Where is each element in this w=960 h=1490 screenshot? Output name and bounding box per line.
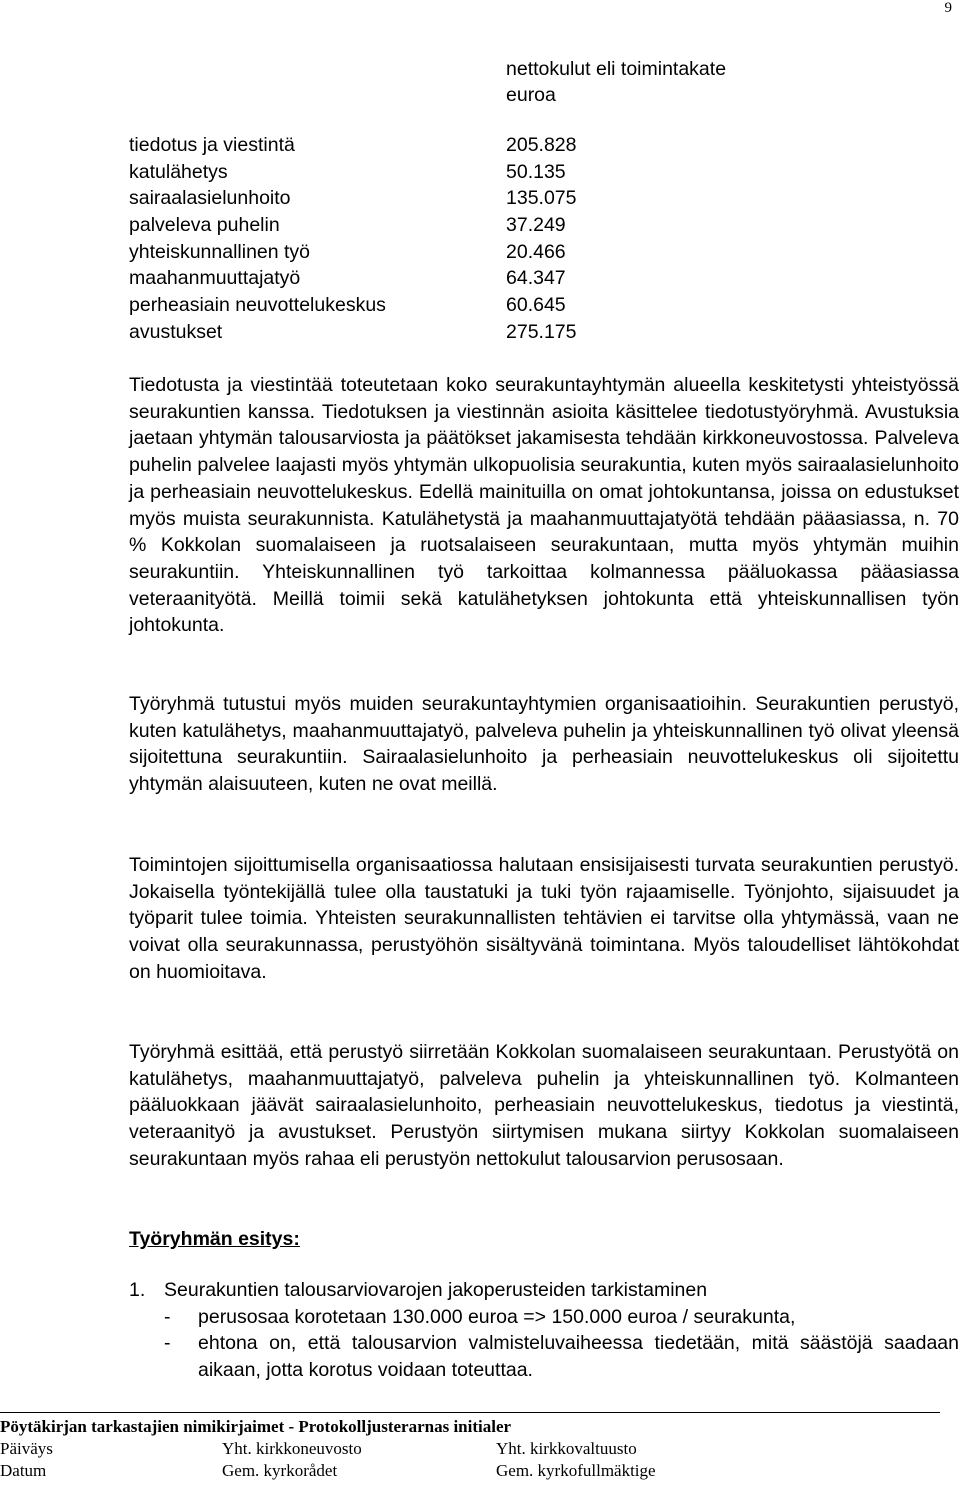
row-value: 275.175	[506, 320, 577, 343]
paragraph-responsibilities: Tiedotusta ja viestintää toteutetaan koko seurakuntayhtymän alueella keskitetysti yhteistyössä seurakuntien kanssa. Tiedotuksen ja viestinnän asioita käsittelee tiedotustyöryhmä. Avustuksia jaetaan yhtymän talousarviosta ja päätökset jakamisesta tehdään kirkkoneuvostossa. Palveleva puhelin palvelee laajasti myös yhtymän ulkopuolisia seurakuntia, kuten myös sairaalasielunhoito ja perheasiain neuvottelukeskus. Edellä mainituilla on omat johtokuntansa, joissa on edustukset myös muista seurakunnista. Katulähetystä ja maahanmuuttajatyötä tehdään pääasiassa, n. 70 % Kokkolan suomalaiseen ja ruotsalaiseen seurakuntaan, mutta myös yhtymän muihin seurakuntiin. Yhteiskunnallinen työ tarkoittaa kolmannessa pääluokassa pääasiassa veteraanityötä. Meillä toimii sekä katulähetyksen johtokunta että yhteiskunnallisen työn johtokunta.	[129, 374, 959, 637]
proposal-list	[129, 1277, 959, 1384]
dash-bullet: -	[164, 1332, 171, 1355]
row-value: 64.347	[506, 267, 566, 290]
row-label: palveleva puhelin	[129, 214, 280, 237]
footer-row-swedish	[0, 1460, 940, 1482]
paragraph-organisation-goals: Toimintojen sijoittumisella organisaatiossa halutaan ensisijaisesti turvata seurakuntien perustyö. Jokaisella työntekijällä tulee olla taustatuki ja tuki työn rajaamiselle. Työnjohto, sijaisuudet ja työparit tulee toimia. Yhteisten seurakunnallisten tehtävien ei tarvitse olla yhtymässä, vaan ne voivat olla seurakunnassa, perustyöhön sisältyvänä toimintana. Myös taloudelliset lähtökohdat on huomioitava.	[129, 854, 959, 983]
list-subitem-text: ehtona on, että talousarvion valmisteluvaiheessa tiedetään, mitä säästöjä saadaan aikaan, jotta korotus voidaan toteuttaa.	[198, 1332, 959, 1382]
row-label: katulähetys	[129, 160, 228, 183]
dash-bullet: -	[164, 1305, 171, 1328]
footer-row-finnish	[0, 1438, 940, 1460]
row-label: tiedotus ja viestintä	[129, 134, 295, 156]
footer-board-label: Yht. kirkkoneuvosto	[222, 1439, 362, 1458]
row-label: yhteiskunnallinen työ	[129, 240, 311, 263]
row-value: 205.828	[506, 134, 577, 156]
table-header-unit: euroa	[506, 84, 556, 106]
page-number: 9	[944, 0, 952, 16]
page-footer	[0, 1412, 940, 1482]
list-subitem	[129, 1304, 959, 1331]
list-item-text: Seurakuntien talousarviovarojen jakoperusteiden tarkistaminen	[164, 1279, 708, 1301]
table-column-header	[506, 56, 926, 108]
paragraph-other-federations: Työryhmä tutustui myös muiden seurakuntayhtymien organisaatioihin. Seurakuntien perustyö, kuten katulähetys, maahanmuuttajatyö, palveleva puhelin ja yhteiskunnallinen työ olivat yleensä sijoitettuna seurakuntiin. Sairaalasielunhoito ja perheasiain neuvottelukeskus oli sijoitettu yhtymän alaisuuteen, kuten ne ovat meillä.	[129, 693, 959, 796]
row-value: 50.135	[506, 160, 566, 183]
list-subitem-text: perusosaa korotetaan 130.000 euroa => 150.000 euroa / seurakunta,	[198, 1305, 796, 1328]
row-label: sairaalasielunhoito	[129, 187, 291, 210]
table-header-line: nettokulut eli toimintakate	[506, 58, 727, 80]
list-item-number: 1.	[129, 1279, 146, 1301]
footer-title: Pöytäkirjan tarkastajien nimikirjaimet - Protokolljusterarnas initialer	[0, 1417, 512, 1436]
footer-board-label: Gem. kyrkorådet	[222, 1461, 338, 1480]
row-value: 135.075	[506, 187, 577, 210]
footer-council-label: Yht. kirkkovaltuusto	[496, 1439, 637, 1458]
proposal-heading: Työryhmän esitys:	[129, 1228, 300, 1250]
footer-divider	[0, 1412, 940, 1413]
row-label: perheasiain neuvottelukeskus	[129, 294, 386, 317]
footer-council-label: Gem. kyrkofullmäktige	[496, 1461, 656, 1480]
footer-date-label: Datum	[0, 1461, 47, 1480]
row-value: 37.249	[506, 214, 566, 237]
row-label: avustukset	[129, 320, 223, 343]
list-subitem	[129, 1330, 959, 1383]
list-item	[129, 1277, 959, 1304]
paragraph-proposal-summary: Työryhmä esittää, että perustyö siirretään Kokkolan suomalaiseen seurakuntaan. Perustyötä on katulähetys, maahanmuuttajatyö, palveleva puhelin ja yhteiskunnallinen työ. Kolmanteen pääluokkaan jäävät sairaalasielunhoito, perheasiain neuvottelukeskus, tiedotus ja viestintä, veteraanityö ja avustukset. Perustyön siirtymisen mukana siirtyy Kokkolan suomalaiseen seurakuntaan myös rahaa eli perustyön nettokulut talousarvion perusosaan.	[129, 1041, 959, 1170]
row-value: 60.645	[506, 294, 566, 317]
row-label: maahanmuuttajatyö	[129, 267, 301, 290]
row-value: 20.466	[506, 240, 566, 263]
footer-date-label: Päiväys	[0, 1439, 53, 1458]
